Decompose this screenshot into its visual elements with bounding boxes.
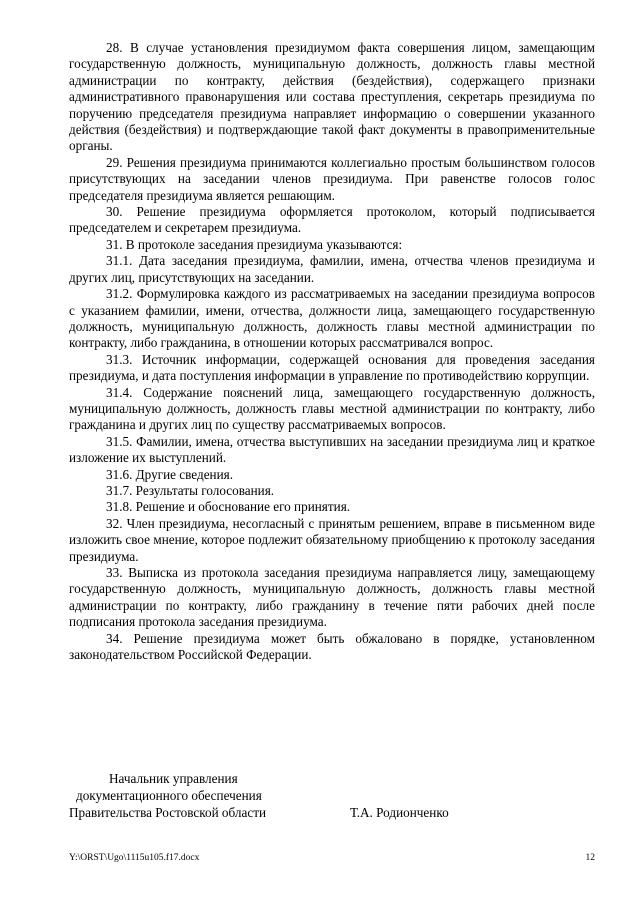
paragraph-31-7: 31.7. Результаты голосования. xyxy=(106,482,275,498)
document-body xyxy=(69,40,595,663)
paragraph-28: 28. В случае установления президиумом факта совершения лицом, замещающим государственную должность, муниципальную должность, должность главы местной администрации по контракту, действия (бездействия), содержащего признаки административного правонарушения или состава преступления, секретарь президиума по поручению председателя президиума направляет информацию о совершении указанного действия (бездействия) и подтверждающие такой факт документы в правоприменительные органы. xyxy=(69,40,595,154)
paragraph-31-4: 31.4. Содержание пояснений лица, замещающего государственную должность, муниципальную должность, должность главы местной администрации по контракту, либо гражданина и других лиц по существу рассматриваемых вопросов. xyxy=(69,384,595,433)
paragraph-31-2: 31.2. Формулировка каждого из рассматриваемых на заседании президиума вопросов с указанием фамилии, имени, отчества, должности лица, замещающего государственную должность, муниципальную должность, должность главы местной администрации по контракту, либо гражданина, в отношении которых рассматривался вопрос. xyxy=(69,286,595,351)
signature-title-line-1: Начальник управления xyxy=(109,771,238,786)
paragraph-34: 34. Решение президиума может быть обжаловано в порядке, установленном законодательством Российской Федерации. xyxy=(69,630,595,663)
paragraph-29: 29. Решения президиума принимаются коллегиально простым большинством голосов присутствующих на заседании членов президиума. При равенстве голосов голос председателя президиума является решающим. xyxy=(69,154,595,203)
paragraph-31-3: 31.3. Источник информации, содержащей основания для проведения заседания президиума, и дата поступления информации в управление по противодействию коррупции. xyxy=(69,351,595,384)
page-number: 12 xyxy=(585,853,595,863)
signature-title-line-3: Правительства Ростовской области xyxy=(69,804,267,820)
paragraph-31-1: 31.1. Дата заседания президиума, фамилии, имена, отчества членов президиума и других лиц, присутствующих на заседании. xyxy=(69,253,595,285)
paragraph-32: 32. Член президиума, несогласный с принятым решением, вправе в письменном виде изложить свое мнение, которое подлежит обязательному приобщению к протоколу заседания президиума. xyxy=(69,515,595,564)
paragraph-31-5: 31.5. Фамилии, имена, отчества выступивших на заседании президиума лиц и краткое изложение их выступлений. xyxy=(69,433,595,466)
paragraph-31: 31. В протоколе заседания президиума указываются: xyxy=(106,236,403,252)
paragraph-33: 33. Выписка из протокола заседания президиума направляется лицу, замещающему государственную должность, муниципальную должность, должность главы местной администрации по контракту, либо гражданину в течение пяти рабочих дней после подписания протокола заседания президиума. xyxy=(69,565,595,630)
file-path: Y:\ORST\Ugo\1115u105.f17.docx xyxy=(69,853,200,863)
paragraph-31-6: 31.6. Другие сведения. xyxy=(106,466,234,482)
signature-block xyxy=(69,771,595,821)
signature-title-line-2: документационного обеспечения xyxy=(76,787,262,803)
paragraph-31-8: 31.8. Решение и обоснование его принятия. xyxy=(106,499,351,515)
signatory-name: Т.А. Родионченко xyxy=(350,804,449,820)
paragraph-30: 30. Решение президиума оформляется протоколом, который подписывается председателем и секретарем президиума. xyxy=(69,204,595,236)
